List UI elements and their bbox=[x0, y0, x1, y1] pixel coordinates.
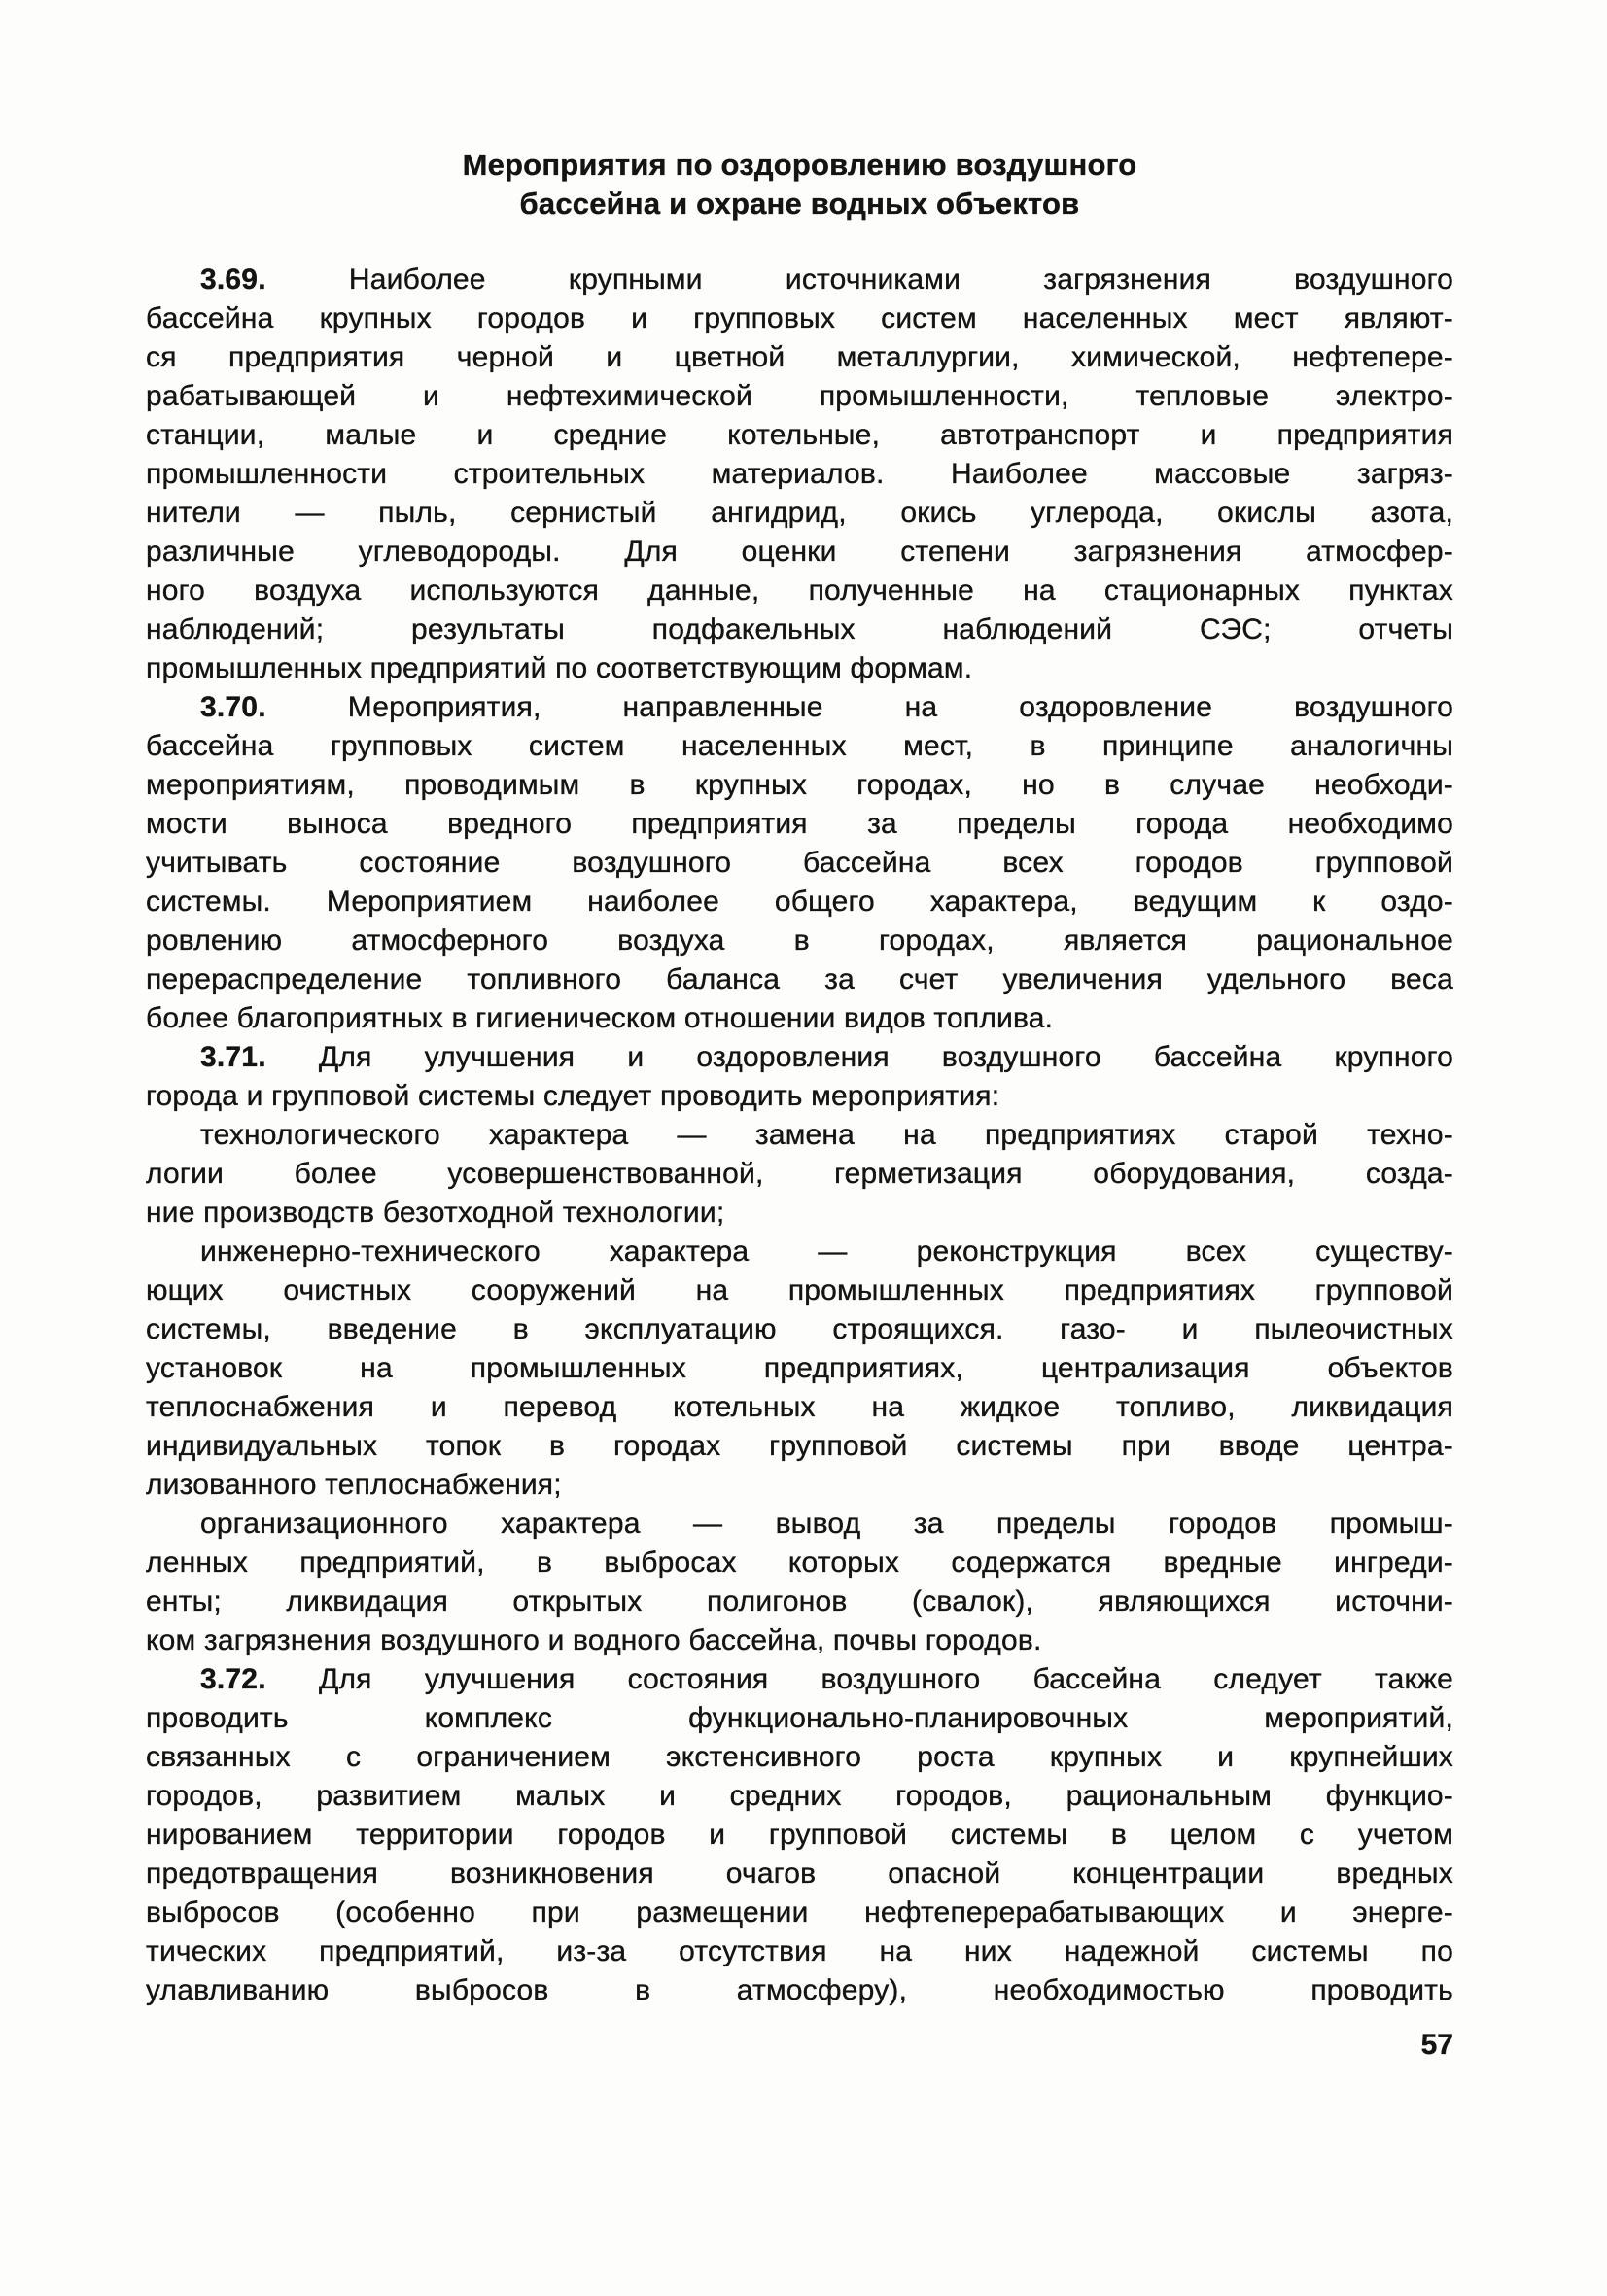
text-line: логии более усовершенствованной, герметизация оборудования, созда- bbox=[146, 1158, 1453, 1190]
paragraph bbox=[146, 1660, 1453, 2010]
text-line: индивидуальных топок в городах групповой системы при вводе центра- bbox=[146, 1430, 1453, 1462]
text-line: 3.71. Для улучшения и оздоровления воздушного бассейна крупного bbox=[200, 1041, 1453, 1073]
text-line: мероприятиям, проводимым в крупных городах, но в случае необходи- bbox=[146, 769, 1453, 801]
text-line: 3.69. Наиболее крупными источниками загрязнения воздушного bbox=[200, 263, 1453, 296]
text-line: ние производств безотходной технологии; bbox=[146, 1197, 725, 1229]
paragraph bbox=[146, 1505, 1453, 1660]
paragraph-number: 3.71. bbox=[200, 1041, 266, 1073]
text-line: связанных с ограничением экстенсивного роста крупных и крупнейших bbox=[146, 1741, 1453, 1773]
text-line: технологического характера — замена на предприятиях старой техно- bbox=[200, 1119, 1453, 1151]
paragraph-number: 3.72. bbox=[200, 1663, 266, 1695]
text-line: рабатывающей и нефтехимической промышленности, тепловые электро- bbox=[146, 380, 1453, 412]
text-line: 3.72. Для улучшения состояния воздушного бассейна следует также bbox=[200, 1663, 1453, 1695]
section-heading bbox=[146, 146, 1453, 224]
text-line: системы. Мероприятием наиболее общего характера, ведущим к оздо- bbox=[146, 886, 1453, 918]
text-line: теплоснабжения и перевод котельных на жидкое топливо, ликвидация bbox=[146, 1391, 1453, 1423]
text-line: системы, введение в эксплуатацию строящихся. газо- и пылеочистных bbox=[146, 1313, 1453, 1345]
paragraph bbox=[146, 1233, 1453, 1505]
text-line: бассейна групповых систем населенных мест, в принципе аналогичны bbox=[146, 730, 1453, 762]
paragraph-number: 3.69. bbox=[200, 263, 266, 296]
text-line: учитывать состояние воздушного бассейна всех городов групповой bbox=[146, 847, 1453, 879]
text-line: города и групповой системы следует проводить мероприятия: bbox=[146, 1080, 1000, 1112]
text-line: ленных предприятий, в выбросах которых содержатся вредные ингреди- bbox=[146, 1547, 1453, 1579]
text-line: ного воздуха используются данные, полученные на стационарных пунктах bbox=[146, 574, 1453, 607]
paragraph bbox=[146, 261, 1453, 688]
text-line: организационного характера — вывод за пределы городов промыш- bbox=[200, 1508, 1453, 1540]
body-text bbox=[146, 261, 1453, 2010]
text-line: бассейна крупных городов и групповых систем населенных мест являют- bbox=[146, 302, 1453, 334]
text-line: улавливанию выбросов в атмосферу), необходимостью проводить bbox=[146, 1974, 1453, 2006]
text-line: инженерно-технического характера — реконструкция всех существу- bbox=[200, 1235, 1453, 1268]
text-line: проводить комплекс функционально-планировочных мероприятий, bbox=[146, 1702, 1453, 1734]
section-heading-line-1: Мероприятия по оздоровлению воздушного bbox=[462, 148, 1137, 182]
text-line: ровлению атмосферного воздуха в городах, является рациональное bbox=[146, 924, 1453, 957]
text-line: ющих очистных сооружений на промышленных предприятиях групповой bbox=[146, 1274, 1453, 1306]
section-heading-line-2: бассейна и охране водных объектов bbox=[519, 187, 1080, 221]
text-line: промышленных предприятий по соответствующим формам. bbox=[146, 652, 973, 684]
text-line: промышленности строительных материалов. Наиболее массовые загряз- bbox=[146, 458, 1453, 490]
text-line: ком загрязнения воздушного и водного бассейна, почвы городов. bbox=[146, 1624, 1042, 1656]
text-line: более благоприятных в гигиеническом отношении видов топлива. bbox=[146, 1002, 1054, 1034]
text-line: 3.70. Мероприятия, направленные на оздоровление воздушного bbox=[200, 691, 1453, 723]
paragraph-number: 3.70. bbox=[200, 691, 266, 723]
text-line: предотвращения возникновения очагов опасной концентрации вредных bbox=[146, 1858, 1453, 1890]
paragraph bbox=[146, 1038, 1453, 1116]
paragraph bbox=[146, 688, 1453, 1038]
text-line: лизованного теплоснабжения; bbox=[146, 1469, 562, 1501]
text-line: выбросов (особенно при размещении нефтеперерабатывающих и энерге- bbox=[146, 1896, 1453, 1929]
text-line: енты; ликвидация открытых полигонов (свалок), являющихся источни- bbox=[146, 1585, 1453, 1618]
paragraph bbox=[146, 1116, 1453, 1233]
text-line: установок на промышленных предприятиях, централизация объектов bbox=[146, 1352, 1453, 1384]
text-line: различные углеводороды. Для оценки степени загрязнения атмосфер- bbox=[146, 536, 1453, 568]
text-line: нированием территории городов и групповой системы в целом с учетом bbox=[146, 1819, 1453, 1851]
text-line: нители — пыль, сернистый ангидрид, окись углерода, окислы азота, bbox=[146, 497, 1453, 529]
text-line: городов, развитием малых и средних городов, рациональным функцио- bbox=[146, 1780, 1453, 1812]
text-line: станции, малые и средние котельные, автотранспорт и предприятия bbox=[146, 419, 1453, 451]
text-line: тических предприятий, из-за отсутствия на них надежной системы по bbox=[146, 1935, 1453, 1967]
text-line: мости выноса вредного предприятия за пределы города необходимо bbox=[146, 808, 1453, 840]
text-line: ся предприятия черной и цветной металлургии, химической, нефтепере- bbox=[146, 341, 1453, 373]
page-number: 57 bbox=[1420, 2029, 1453, 2061]
text-line: наблюдений; результаты подфакельных наблюдений СЭС; отчеты bbox=[146, 613, 1453, 645]
text-line: перераспределение топливного баланса за счет увеличения удельного веса bbox=[146, 963, 1453, 995]
